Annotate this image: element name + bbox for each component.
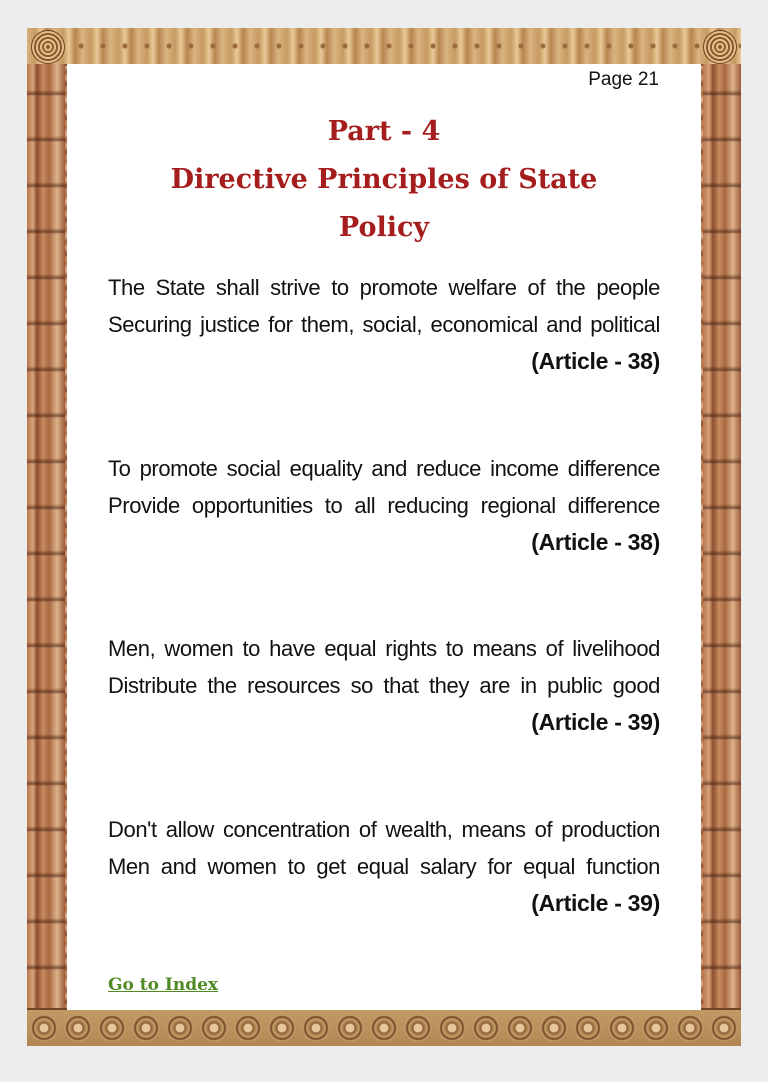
article-reference: (Article - 39) bbox=[531, 890, 660, 916]
principle-line: The State shall strive to promote welfare of the people bbox=[108, 275, 660, 300]
principle-line: To promote social equality and reduce income difference bbox=[108, 456, 660, 481]
go-to-index-link[interactable]: Go to Index bbox=[108, 975, 219, 995]
spiral-ornament-icon bbox=[31, 30, 65, 64]
top-frieze-border bbox=[27, 28, 741, 66]
spiral-ornament-icon bbox=[703, 30, 737, 64]
content-panel bbox=[67, 64, 701, 1010]
right-pillar-border bbox=[703, 64, 741, 1010]
bottom-wheel-border bbox=[27, 1008, 741, 1046]
principle-block-3 bbox=[108, 630, 660, 741]
page-title bbox=[67, 108, 701, 252]
page-number: Page 21 bbox=[588, 69, 659, 90]
left-pillar-border bbox=[27, 64, 65, 1010]
title-line-heading-cont: Policy bbox=[338, 212, 430, 243]
title-line-part: Part - 4 bbox=[327, 116, 441, 147]
principle-line: Provide opportunities to all reducing regional difference bbox=[108, 493, 660, 518]
principle-block-2 bbox=[108, 450, 660, 561]
principle-line: Men, women to have equal rights to means of livelihood bbox=[108, 636, 660, 661]
article-reference: (Article - 38) bbox=[531, 348, 660, 374]
article-reference: (Article - 38) bbox=[531, 529, 660, 555]
principle-line: Don't allow concentration of wealth, means of production bbox=[108, 817, 660, 842]
principle-block-1 bbox=[108, 269, 660, 380]
principle-line: Securing justice for them, social, economical and political bbox=[108, 312, 660, 337]
article-reference: (Article - 39) bbox=[531, 709, 660, 735]
title-line-heading: Directive Principles of State bbox=[170, 164, 598, 195]
principle-line: Distribute the resources so that they are in public good bbox=[108, 673, 660, 698]
principle-line: Men and women to get equal salary for equal function bbox=[108, 854, 660, 879]
principle-block-4 bbox=[108, 811, 660, 922]
